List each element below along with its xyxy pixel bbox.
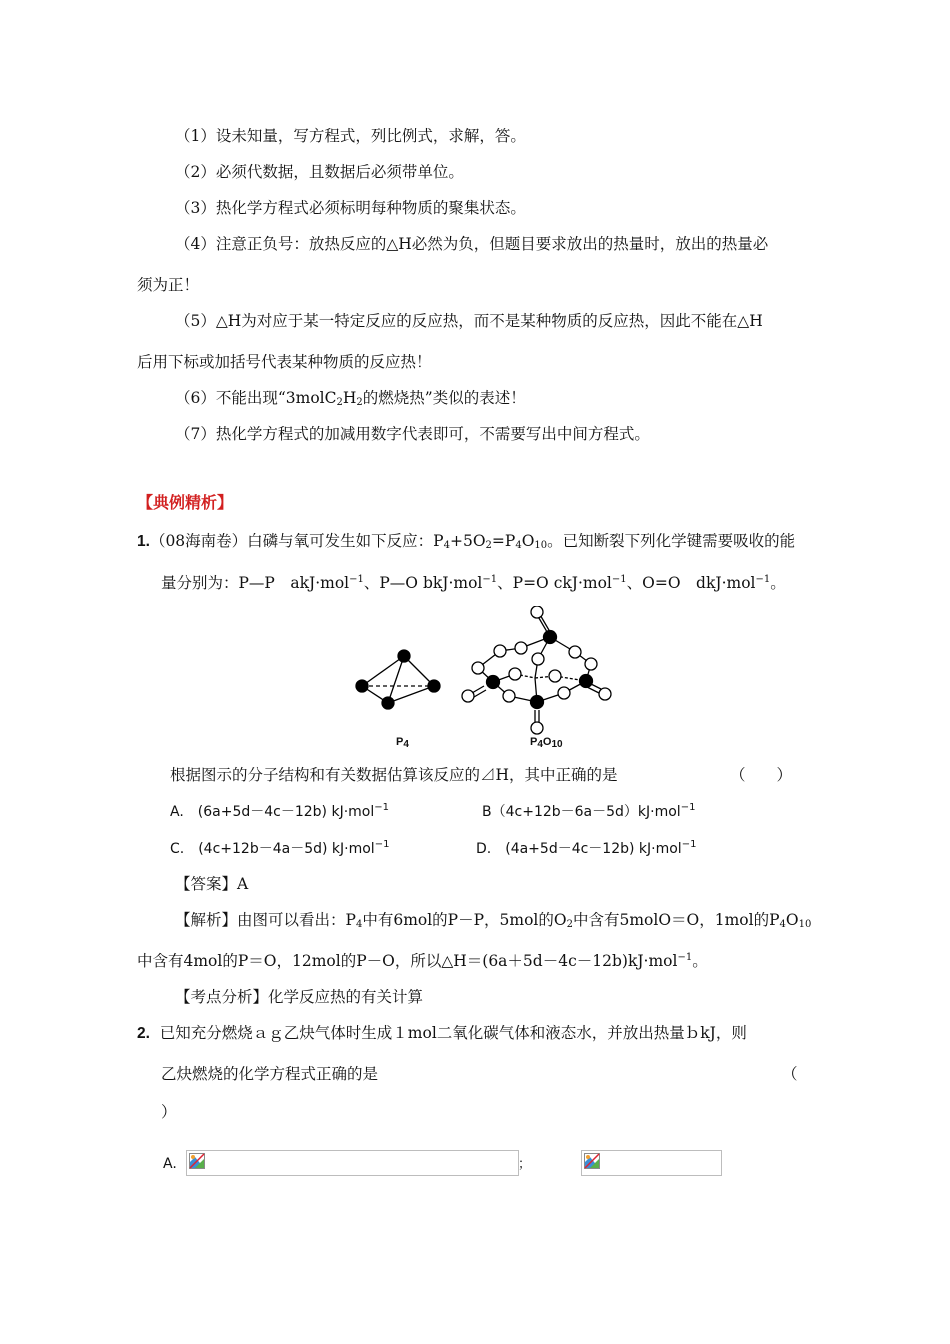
q1-analysis-line1: 【解析】由图可以看出：$P_4$中有6mol的P－P，5mol的$O_2$中含有5molO＝O，1mol的$P_4O_{10}$ [175, 911, 812, 930]
q2-paren-open: （ [782, 1065, 798, 1083]
p4o10-molecule [462, 606, 611, 734]
q1-option-b: B（4c+12b－6a－5d）kJ·mol$^{-1}$ [482, 802, 696, 820]
p4-molecule [356, 650, 440, 709]
rule-5-line2: 后用下标或加括号代表某种物质的反应热！ [137, 353, 432, 371]
q1-answer-paren: （ ） [730, 766, 793, 784]
rule-3: （3）热化学方程式必须标明每种物质的聚集状态。 [175, 199, 526, 217]
q2-line2: 乙炔燃烧的化学方程式正确的是 [161, 1065, 379, 1083]
q1-line2: 量分别为：P—P akJ·mol$^{-1}$、P—O bkJ·mol$^{-1}$、P=O ckJ·mol$^{-1}$、O=O dkJ·mol$^{-1}$。 [161, 574, 786, 592]
q2-number: 2. [137, 1025, 150, 1042]
rule-5-line1: （5）△H为对应于某一特定反应的反应热，而不是某种物质的反应热，因此不能在△H [175, 312, 763, 330]
q1-kaodian: 【考点分析】化学反应热的有关计算 [175, 988, 424, 1006]
rule-2: （2）必须代数据，且数据后必须带单位。 [175, 163, 464, 181]
p4-label: $P_4$ [396, 736, 409, 750]
molecule-figure [350, 606, 620, 756]
q1-analysis-line2: 中含有4mol的P＝O，12mol的P－O，所以△H＝(6a＋5d－4c－12b)kJ·mol$^{-1}$。 [137, 952, 708, 970]
q1-line1: 1.（08海南卷）白磷与氧可发生如下反应：$P_4+5O_2=P_4O_{10}$。已知断裂下列化学键需要吸收的能 [137, 532, 796, 551]
q1-option-d: D. (4a+5d－4c－12b) kJ·mol$^{-1}$ [476, 839, 697, 857]
q2-option-b-image [581, 1150, 722, 1176]
q2-separator: ； [518, 1157, 532, 1172]
q2-option-a-label: A. [163, 1156, 177, 1172]
rule-4-line1: （4）注意正负号：放热反应的△H必然为负，但题目要求放出的热量时，放出的热量必 [175, 235, 769, 253]
section-heading: 【典例精析】 [137, 493, 234, 512]
q2-line1: 2. 已知充分燃烧ａｇ乙炔气体时生成１mol二氧化碳气体和液态水，并放出热量ｂkJ，则 [137, 1024, 747, 1042]
q2-option-a-image [186, 1150, 519, 1176]
q2-paren-close: ） [161, 1103, 177, 1121]
broken-image-icon [189, 1153, 205, 1169]
q1-stem: 根据图示的分子结构和有关数据估算该反应的⊿H，其中正确的是 [170, 766, 618, 784]
rule-7: （7）热化学方程式的加减用数字代表即可，不需要写出中间方程式。 [175, 425, 650, 443]
q1-number: 1. [137, 533, 150, 550]
molecule-structures [350, 606, 620, 756]
broken-image-icon [584, 1153, 600, 1169]
rule-6: （6）不能出现“$3molC_2H_2$的燃烧热”类似的表述！ [175, 389, 526, 408]
rule-1: （1）设未知量，写方程式，列比例式，求解，答。 [175, 127, 526, 145]
q1-option-a: A. (6a+5d－4c－12b) kJ·mol$^{-1}$ [170, 802, 390, 820]
q1-answer: 【答案】A [175, 875, 249, 893]
p4o10-label: $P_4O_{10}$ [530, 736, 563, 750]
q1-option-c: C. (4c+12b－4a－5d) kJ·mol$^{-1}$ [170, 839, 390, 857]
rule-4-line2: 须为正！ [137, 276, 200, 294]
